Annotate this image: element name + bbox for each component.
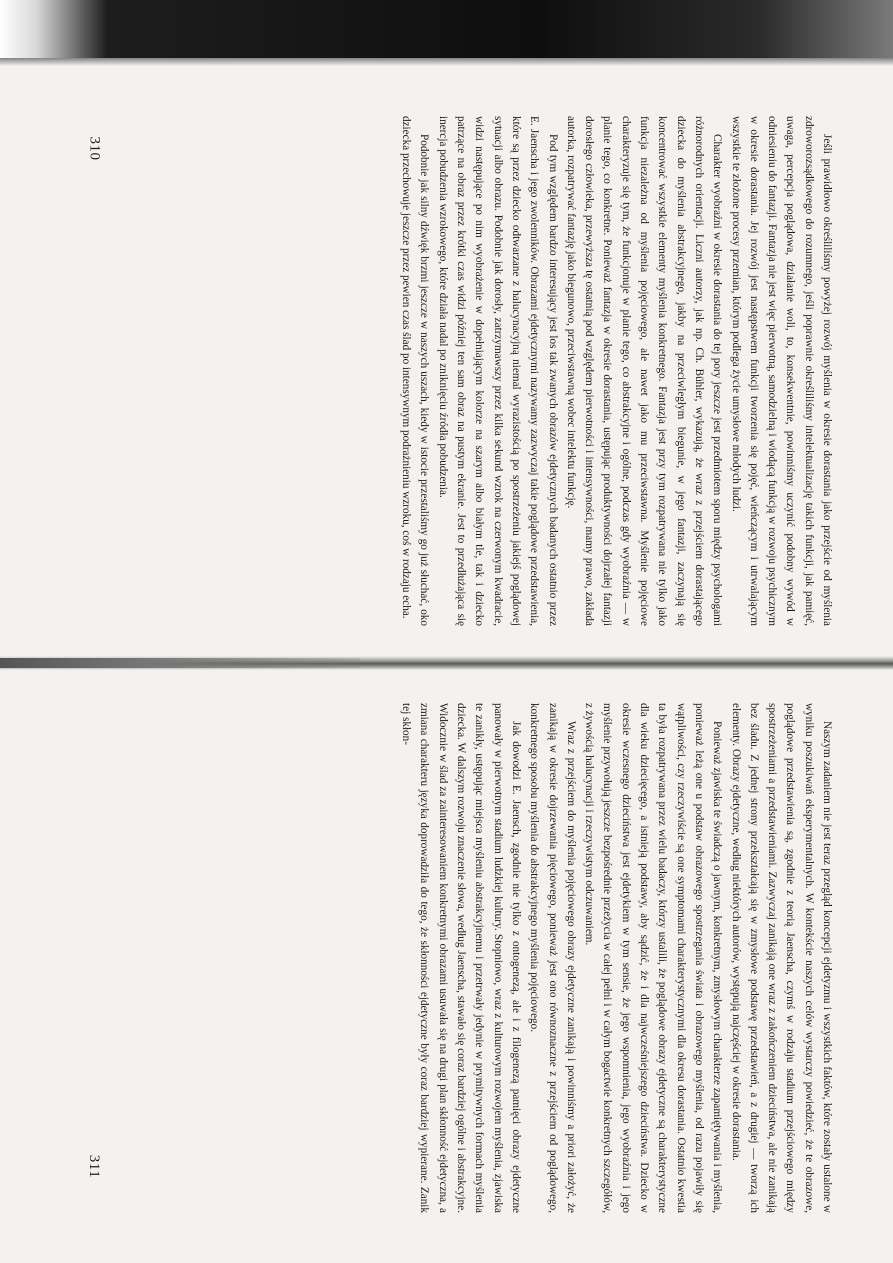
scanner-edge-shadow: [0, 0, 893, 58]
page-number-right: 311: [86, 1154, 103, 1179]
paragraph: Ponieważ zjawiska te świadczą o jawnym, konkretnym, zmysłowym charakterze zapamiętywania i myślenia, ponieważ leżą one u podstaw obrazowego spostrzegania świata i obrazowego myślenia, od razu pojawiły się wątpliwości, czy rzeczywiście są one symptomami charakterystycznymi dla okresu dorastania. Ostatnio kwestia ta była rozpatrywana przez wielu badaczy, którzy ustalili, że poglądowe obrazy ejdetyczne są charakterystyczne dla wieku dziecięcego, a istnieją podstawy, aby sądzić, że i dla najwcześniejszego dzieciństwa. Dziecko w okresie wczesnego dzieciństwa jest ejdetykiem w tym sensie, że jego wspomnienia, jego wyobraźnia i jego myślenie przywołują jeszcze bezpośrednie przeżycia w całej pełni i w całym bogactwie konkretnych szczegółów, z żywością halucynacji i rzeczywistym odczuwaniem.: [583, 703, 724, 1213]
paragraph: Jak dowodzi E. Jaensch, zgodnie nie tylko z ontogenezą, ale i z filogenezą pamięci obrazy ejdetyczne panowały w pierwotnym stadium ludzkiej kultury. Stopniowo, wraz z kulturowym rozwojem myślenia, zjawiska te zanikły, ustępując miejsca myśleniu abstrakcyjnemu i przetrwały jedynie w prymitywnych formach myślenia dziecka. W dalszym rozwoju znaczenie słowa, według Jaenscha, stawało się coraz bardziej ogólne i abstrakcyjne. Widocznie w ślad za zainteresowaniem konkretnymi obrazami usuwała się na drugi plan skłonność ejdetyczna, a zmiana charakteru języka doprowadziła do tego, że skłonności ejdetyczne były coraz bardziej wypierane. Zanik tej skłon-: [400, 703, 522, 1213]
paragraph: Charakter wyobraźni w okresie dorastania do tej pory jeszcze jest przedmiotem sporu między psychologami różnorodnych orientacji. Liczni autorzy, jak np. Ch. Bühler, wykazują, że wraz z przejściem dorastającego dziecka do myślenia abstrakcyjnego, jakby na przeciwległym biegunie, w jego fantazji, zaczynają się koncentrować wszystkie elementy myślenia konkretnego. Fantazja jest przy tym rozpatrywana nie tylko jako funkcja niezależna od myślenia pojęciowego, ale nawet jako mu przeciwstawna. Myślenie pojęciowe charakteryzuje się tym, że funkcjonuje w planie tego, co abstrakcyjne i ogólne, podczas gdy wyobraźnia — w planie tego, co konkretne. Ponieważ fantazja w okresie dorastania, ustępując produktywności dojrzałej fantazji dorosłego człowieka, przewyższa tę ostatnią pod względem pierwotności i intensywności, mamy prawo, zakłada autorka, rozpatrywać fantazję jako biegunowo, przeciwstawną wobec intelektu funkcję.: [564, 116, 724, 626]
paragraph: Podobnie jak silny dźwięk brzmi jeszcze w naszych uszach, kiedy w istocie przestaliśmy go już słuchać, oko dziecka przechowuje jeszcze przez pewien czas ślad po intensywnym podrażnieniu wzroku, coś w rodzaju echa.: [400, 116, 431, 626]
paragraph: Naszym zadaniem nie jest teraz przegląd koncepcji ejdetyzmu i wszystkich faktów, które zostały ustalone w wyniku poszukiwań eksperymentalnych. W kontekście naszych celów wystarczy powiedzieć, że te obrazowe, poglądowe przedstawienia są, zgodnie z teorią Jaenscha, czymś w rodzaju stadium przejściowego między spostrzeżeniami a przedstawieniami. Zazwyczaj zanikają one wraz z zakończeniem dzieciństwa, ale nie zanikają bez śladu. Z jednej strony przekształcają się w zmysłowe podstawę przedstawień, a z drugiej — tworzą ich elementy. Obrazy ejdetyczne, według niektórych autorów, występują najczęściej w okresie dorastania.: [729, 703, 833, 1213]
page-left-text: [397, 116, 836, 626]
paragraph: Pod tym względem bardzo interesujący jest los tak zwanych obrazów ejdetycznych badanych ostatnio przez E. Jaenscha i jego zwolenników. Obrazami ejdetycznymi nazywamy zazwyczaj takie poglądowe przedstawienia, które są przez dziecko odtwarzane z halucynacyjną niemal wyrazistością po spostrzeżeniu jakiejś poglądowej sytuacji albo obrazu. Podobnie jak dorosły, zatrzymawszy przez kilka sekund wzrok na czerwonym kwadracie, widzi następujące po nim wyobrażenie w dopełniającym kolorze na szarym albo białym tle, tak i dziecko patrzące na obraz przez krótki czas widzi później ten sam obraz na pustym ekranie. Jest to przedłużająca się inercja pobudzenia wzrokowego, które działa nadal po zniknięciu źródła pobudzenia.: [436, 116, 559, 626]
paragraph: Wraz z przejściem do myślenia pojęciowego obrazy ejdetyczne zanikają i powinniśmy a priori założyć, że zanikają w okresie dojrzewania pięciowego, ponieważ jest ono równoznaczne z przejściem od poglądowego, konkretnego sposobu myślenia do abstrakcyjnego myślenia pojęciowego.: [528, 703, 577, 1213]
page-number-left: 310: [86, 136, 103, 161]
paragraph: Jeśli prawidłowo określiliśmy powyżej rozwój myślenia w okresie dorastania jako przejście od myślenia zdroworozsądkowego do rozumnego, jeśli poprawnie określiliśmy intelektualizację takich funkcji, jak pamięć, uwaga, percepcja poglądowa, działanie woli, to, konsekwentnie, powinniśmy uczynić podobny wywód w odniesieniu do fantazji. Fantazja nie jest więc pierwotną, samodzielną i wiodącą funkcją w rozwoju psychicznym w okresie dorastania. Jej rozwój jest następstwem funkcji tworzenia się pojęć, wieńczącym i utrwalającym wszystkie te złożone procesy przemian, którym podlega życie umysłowe młodych ludzi.: [729, 116, 833, 626]
gutter-noise: [0, 658, 360, 668]
page-right-text: [397, 703, 836, 1213]
